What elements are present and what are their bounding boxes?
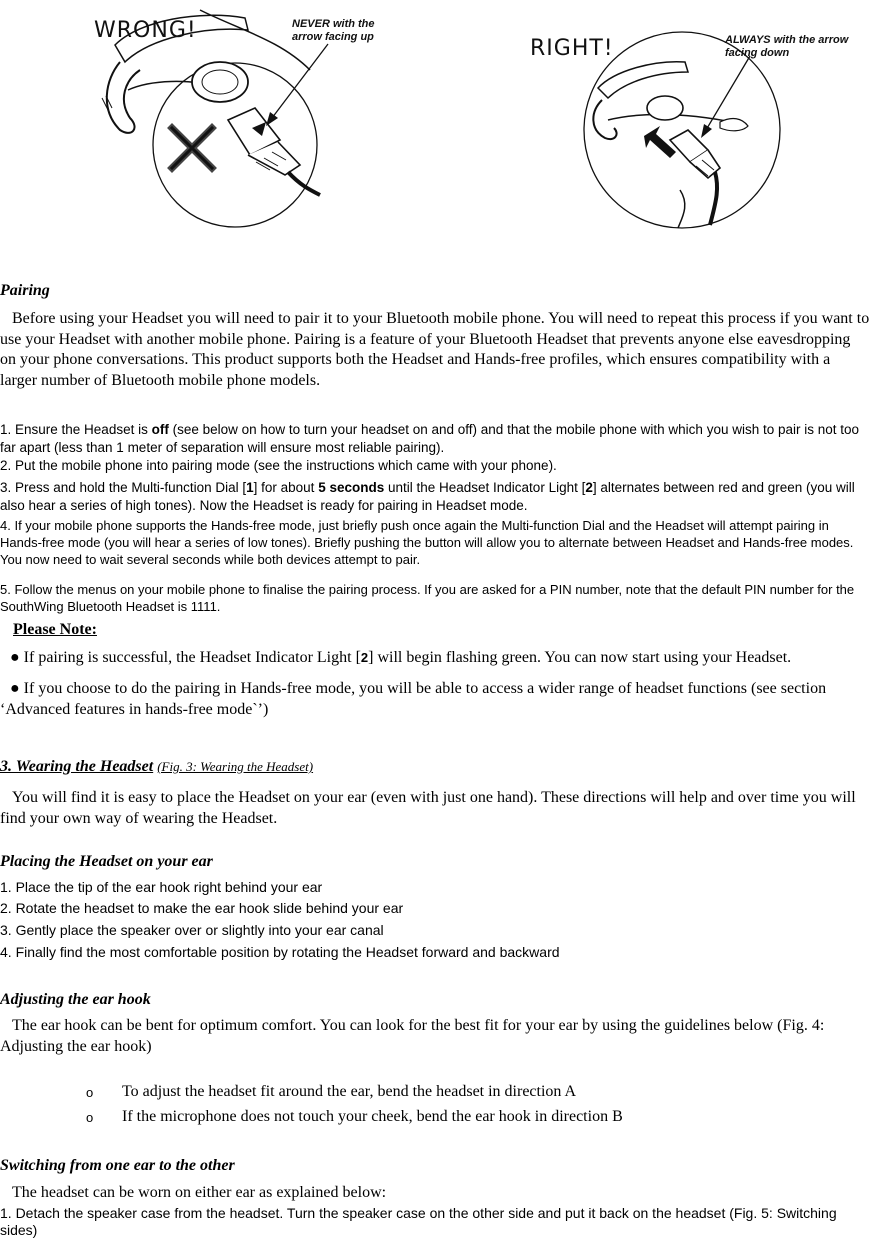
adjusting-bullet-marker-2: o	[86, 1110, 94, 1125]
wrong-note: NEVER with the arrow facing up	[292, 18, 375, 43]
placing-step-3: 3. Gently place the speaker over or slightly into your ear canal	[0, 922, 384, 938]
pairing-step-5: 5. Follow the menus on your mobile phone to finalise the pairing process. If you are asked for a PIN number, note that the default PIN number for the SouthWing Bluetooth Headset is 1111.	[0, 582, 855, 614]
step3-light-number: 2	[585, 480, 593, 495]
switching-step-1: 1. Detach the speaker case from the headset. Turn the speaker case on the other side and put it back on the headset (Fig. 5: Switching sides)	[0, 1205, 837, 1238]
adjusting-bullet-1: To adjust the headset fit around the ear, bend the headset in direction A	[122, 1083, 577, 1100]
pairing-step-1	[0, 421, 868, 457]
please-note-heading: Please Note:	[13, 621, 97, 638]
pairing-step-3	[0, 479, 868, 515]
wearing-heading	[0, 758, 313, 776]
wearing-heading-text: 3. Wearing the Headset	[0, 758, 154, 775]
right-label: RIGHT!	[530, 36, 614, 61]
note2-text: If you choose to do the pairing in Hands-free mode, you will be able to access a wider range of headset functions (see section ‘Advanced features in hands-free mode`’)	[0, 680, 827, 718]
placing-step-2: 2. Rotate the headset to make the ear hook slide behind your ear	[0, 900, 404, 916]
pairing-step-4: 4. If your mobile phone supports the Hands-free mode, just briefly push once again the Multi-function Dial and the Headset will attempt pairing in Hands-free mode (you will hear a series of low tones). Briefly pushing the button will allow you to alternate between Headset and Hands-free modes. You now need to wait several seconds while both devices attempt to pair.	[0, 518, 854, 567]
note1-part-c: ] will begin flashing green. You can now start using your Headset.	[368, 649, 792, 666]
placing-step-1: 1. Place the tip of the ear hook right behind your ear	[0, 879, 323, 895]
pairing-step-2: 2. Put the mobile phone into pairing mode (see the instructions which came with your phone).	[0, 458, 557, 473]
switching-intro	[0, 1183, 870, 1204]
wearing-intro	[0, 788, 860, 829]
wearing-fig-caption: (Fig. 3: Wearing the Headset)	[157, 759, 314, 774]
adjusting-bullet-marker-1: o	[86, 1085, 94, 1100]
note1-light-number: 2	[360, 650, 369, 665]
adjusting-intro	[0, 1016, 870, 1057]
figure-right	[520, 0, 860, 240]
pairing-intro-text: Before using your Headset you will need to pair it to your Bluetooth mobile phone. You will need to repeat this process if you want to use your Headset with another mobile phone. Pairing is a feature of your Bluetooth Headset that prevents anyone else eavesdropping on your phone conversations. This product supports both the Headset and Hands-free profiles, which ensures compatibility with a larger number of Bluetooth mobile phone models.	[0, 310, 870, 389]
step1-part-a: 1. Ensure the Headset is	[0, 422, 152, 437]
right-note: ALWAYS with the arrow facing down	[725, 34, 849, 59]
note-bullet-2	[0, 679, 870, 720]
switching-intro-text: The headset can be worn on either ear as explained below:	[12, 1184, 387, 1201]
adjusting-bullet-2: If the microphone does not touch your cheek, bend the ear hook in direction B	[122, 1108, 623, 1125]
step3-part-e: until the Headset Indicator Light [	[384, 480, 586, 495]
bullet-dot-icon: ●	[10, 649, 24, 666]
pairing-heading: Pairing	[0, 282, 50, 299]
step3-seconds-bold: 5 seconds	[318, 480, 385, 495]
wearing-intro-text: You will find it is easy to place the Headset on your ear (even with just one hand). These directions will help and over time you will find your own way of wearing the Headset.	[0, 789, 856, 827]
figure-wrong	[80, 0, 410, 240]
note-bullet-1	[10, 648, 870, 669]
bullet-dot-icon: ●	[10, 680, 24, 697]
note1-part-a: If pairing is successful, the Headset Indicator Light [	[23, 649, 361, 666]
step3-part-g: ] alternates between red and green (you will also hear a series of high tones). Now the Headset is ready for pairing in Headset mode.	[0, 480, 855, 513]
adjusting-heading: Adjusting the ear hook	[0, 991, 151, 1008]
step1-part-c: (see below on how to turn your headset on and off) and that the mobile phone with which you wish to pair is not too far apart (less than 1 meter of separation will ensure most reliable pairing).	[0, 422, 860, 455]
step1-off-bold: off	[151, 422, 169, 437]
step3-dial-number: 1	[246, 480, 254, 495]
adjusting-intro-text: The ear hook can be bent for optimum comfort. You can look for the best fit for your ear by using the guidelines below (Fig. 4: Adjusting the ear hook)	[0, 1017, 825, 1055]
placing-heading: Placing the Headset on your ear	[0, 853, 213, 870]
placing-step-4: 4. Finally find the most comfortable position by rotating the Headset forward and backward	[0, 944, 560, 960]
step3-part-c: ] for about	[253, 480, 319, 495]
pairing-intro	[0, 309, 870, 391]
switching-heading: Switching from one ear to the other	[0, 1157, 235, 1174]
step3-part-a: 3. Press and hold the Multi-function Dial [	[0, 480, 247, 495]
wrong-label: WRONG!	[94, 18, 197, 43]
